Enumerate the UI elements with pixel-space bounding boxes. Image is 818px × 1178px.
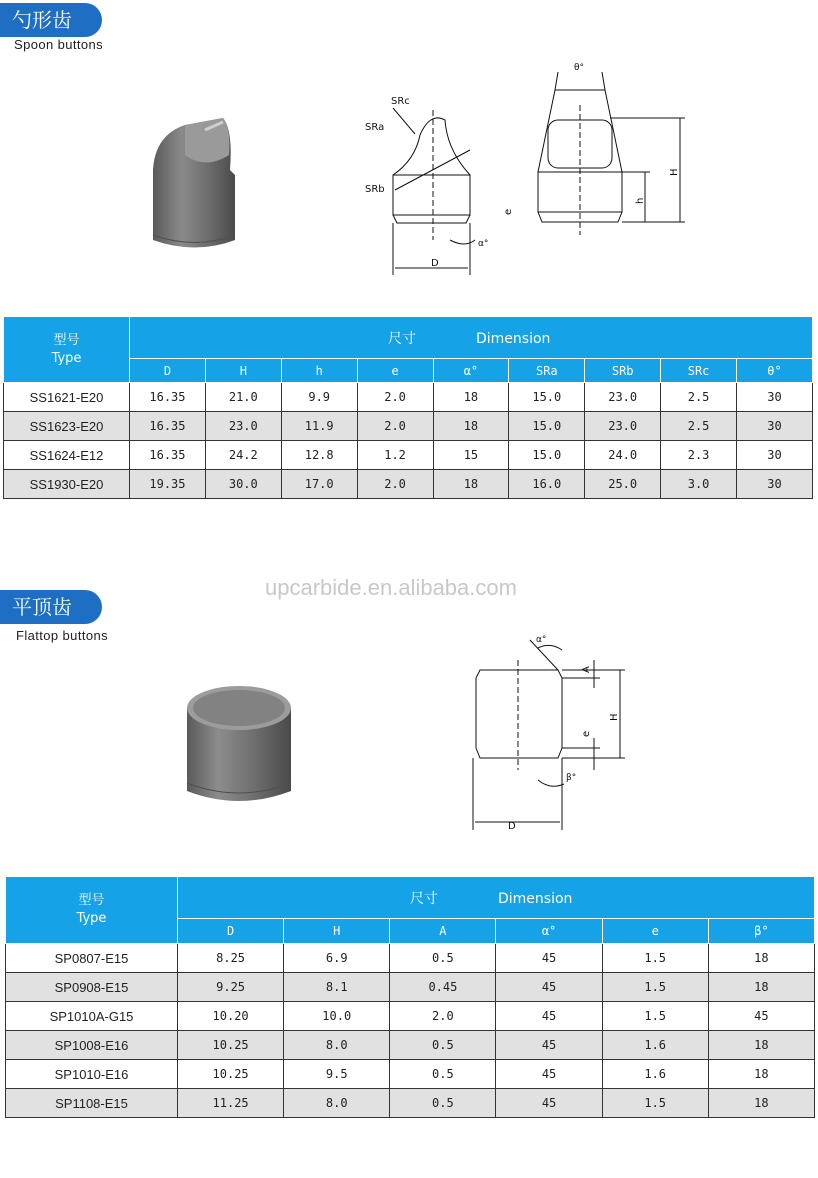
flattop-drawing — [440, 630, 640, 835]
watermark: upcarbide.en.alibaba.com — [265, 575, 517, 600]
value-cell: 2.5 — [661, 383, 737, 412]
flattop-col-header: e — [602, 919, 708, 944]
value-cell: 1.5 — [602, 1002, 708, 1031]
flattop-button-image — [183, 683, 295, 808]
value-cell: 16.35 — [130, 441, 206, 470]
flattop-subtitle: Flattop buttons — [16, 628, 108, 643]
value-cell: 1.6 — [602, 1031, 708, 1060]
table-row — [4, 470, 813, 499]
model-cell: SP0908-E15 — [6, 973, 178, 1002]
model-cell: SP1010-E16 — [6, 1060, 178, 1089]
value-cell: 16.35 — [130, 412, 206, 441]
spoon-col-header: H — [205, 359, 281, 383]
model-cell: SP0807-E15 — [6, 944, 178, 973]
table-row — [6, 1031, 815, 1060]
value-cell: 24.0 — [585, 441, 661, 470]
value-cell: 19.35 — [130, 470, 206, 499]
value-cell: 1.6 — [602, 1060, 708, 1089]
value-cell: 30 — [737, 470, 813, 499]
value-cell: 21.0 — [205, 383, 281, 412]
value-cell: 24.2 — [205, 441, 281, 470]
flattop-dim-cn: 尺寸 — [410, 890, 438, 907]
value-cell: 1.5 — [602, 973, 708, 1002]
spoon-col-header: SRc — [661, 359, 737, 383]
value-cell: 1.5 — [602, 1089, 708, 1118]
value-cell: 45 — [496, 1089, 602, 1118]
value-cell: 23.0 — [585, 383, 661, 412]
value-cell: 18 — [708, 1060, 814, 1089]
value-cell: 2.0 — [357, 470, 433, 499]
value-cell: 45 — [496, 1060, 602, 1089]
value-cell: 0.5 — [390, 1031, 496, 1060]
model-cell: SP1108-E15 — [6, 1089, 178, 1118]
spoon-dimension-header — [130, 317, 813, 359]
value-cell: 3.0 — [661, 470, 737, 499]
model-cell: SP1010A-G15 — [6, 1002, 178, 1031]
flattop-type-cn: 型号 — [78, 893, 105, 908]
model-cell: SP1008-E16 — [6, 1031, 178, 1060]
label-src: SRc — [391, 96, 410, 107]
label-h-upper: H — [669, 168, 680, 176]
value-cell: 25.0 — [585, 470, 661, 499]
value-cell: 18 — [433, 470, 509, 499]
value-cell: 2.0 — [390, 1002, 496, 1031]
value-cell: 45 — [708, 1002, 814, 1031]
spoon-col-header: SRb — [585, 359, 661, 383]
spoon-type-header — [4, 317, 130, 383]
flattop-col-header: H — [284, 919, 390, 944]
flattop-col-header: A — [390, 919, 496, 944]
spoon-dim-en: Dimension — [476, 330, 551, 347]
value-cell: 45 — [496, 944, 602, 973]
label-d: D — [431, 258, 439, 269]
value-cell: 30 — [737, 412, 813, 441]
table-row — [6, 973, 815, 1002]
table-row — [6, 1060, 815, 1089]
value-cell: 10.20 — [178, 1002, 284, 1031]
label-flat-h: H — [609, 713, 620, 721]
model-cell: SS1623-E20 — [4, 412, 130, 441]
label-sra: SRa — [365, 122, 385, 133]
spoon-col-header: h — [281, 359, 357, 383]
label-flat-alpha: α° — [536, 635, 547, 645]
value-cell: 2.5 — [661, 412, 737, 441]
spoon-col-header: SRa — [509, 359, 585, 383]
spoon-type-en: Type — [51, 350, 82, 366]
spoon-col-header: α° — [433, 359, 509, 383]
flattop-type-header — [6, 877, 178, 944]
value-cell: 11.25 — [178, 1089, 284, 1118]
spoon-col-header: D — [130, 359, 206, 383]
value-cell: 11.9 — [281, 412, 357, 441]
label-flat-d: D — [508, 821, 516, 832]
value-cell: 9.25 — [178, 973, 284, 1002]
flattop-dimension-header — [178, 877, 815, 919]
table-row — [4, 441, 813, 470]
value-cell: 15 — [433, 441, 509, 470]
value-cell: 2.0 — [357, 383, 433, 412]
value-cell: 18 — [433, 383, 509, 412]
flattop-col-header: α° — [496, 919, 602, 944]
value-cell: 45 — [496, 1031, 602, 1060]
flattop-col-header: D — [178, 919, 284, 944]
flattop-title-badge: 平顶齿 — [0, 590, 102, 624]
table-row — [6, 1089, 815, 1118]
spoon-front-drawing — [530, 60, 690, 235]
model-cell: SS1621-E20 — [4, 383, 130, 412]
spoon-button-image — [145, 110, 245, 260]
value-cell: 16.0 — [509, 470, 585, 499]
value-cell: 1.5 — [602, 944, 708, 973]
value-cell: 8.0 — [284, 1089, 390, 1118]
value-cell: 18 — [708, 944, 814, 973]
value-cell: 23.0 — [585, 412, 661, 441]
value-cell: 8.1 — [284, 973, 390, 1002]
label-flat-beta: β° — [566, 773, 577, 783]
spoon-spec-table — [3, 316, 813, 499]
value-cell: 12.8 — [281, 441, 357, 470]
value-cell: 0.5 — [390, 944, 496, 973]
value-cell: 16.35 — [130, 383, 206, 412]
model-cell: SS1624-E12 — [4, 441, 130, 470]
value-cell: 9.9 — [281, 383, 357, 412]
value-cell: 15.0 — [509, 441, 585, 470]
flattop-dim-en: Dimension — [498, 890, 573, 907]
spoon-title-badge: 勺形齿 — [0, 3, 102, 37]
value-cell: 15.0 — [509, 412, 585, 441]
value-cell: 10.0 — [284, 1002, 390, 1031]
spoon-col-header: e — [357, 359, 433, 383]
value-cell: 30 — [737, 383, 813, 412]
value-cell: 18 — [433, 412, 509, 441]
spoon-col-header: θ° — [737, 359, 813, 383]
value-cell: 30.0 — [205, 470, 281, 499]
value-cell: 45 — [496, 1002, 602, 1031]
label-alpha: α° — [478, 239, 489, 249]
value-cell: 17.0 — [281, 470, 357, 499]
value-cell: 0.45 — [390, 973, 496, 1002]
value-cell: 10.25 — [178, 1060, 284, 1089]
value-cell: 10.25 — [178, 1031, 284, 1060]
flattop-type-en: Type — [76, 911, 107, 926]
table-row — [4, 383, 813, 412]
value-cell: 2.3 — [661, 441, 737, 470]
flattop-spec-table — [5, 876, 815, 1118]
value-cell: 1.2 — [357, 441, 433, 470]
label-flat-e: e — [581, 730, 592, 737]
value-cell: 0.5 — [390, 1089, 496, 1118]
label-flat-a: A — [581, 666, 592, 673]
value-cell: 23.0 — [205, 412, 281, 441]
label-h-lower: h — [635, 197, 646, 204]
spoon-dim-cn: 尺寸 — [388, 330, 416, 347]
value-cell: 6.9 — [284, 944, 390, 973]
value-cell: 18 — [708, 1089, 814, 1118]
label-e: e — [503, 208, 514, 215]
value-cell: 2.0 — [357, 412, 433, 441]
value-cell: 0.5 — [390, 1060, 496, 1089]
spoon-type-cn: 型号 — [53, 332, 80, 348]
value-cell: 9.5 — [284, 1060, 390, 1089]
value-cell: 15.0 — [509, 383, 585, 412]
value-cell: 18 — [708, 1031, 814, 1060]
model-cell: SS1930-E20 — [4, 470, 130, 499]
value-cell: 8.25 — [178, 944, 284, 973]
value-cell: 30 — [737, 441, 813, 470]
flattop-col-header: β° — [708, 919, 814, 944]
table-row — [6, 944, 815, 973]
value-cell: 18 — [708, 973, 814, 1002]
table-row — [6, 1002, 815, 1031]
label-theta: θ° — [574, 63, 585, 73]
spoon-subtitle: Spoon buttons — [14, 37, 104, 52]
label-srb: SRb — [365, 184, 385, 195]
table-row — [4, 412, 813, 441]
spoon-side-drawing — [355, 90, 515, 280]
value-cell: 45 — [496, 973, 602, 1002]
value-cell: 8.0 — [284, 1031, 390, 1060]
